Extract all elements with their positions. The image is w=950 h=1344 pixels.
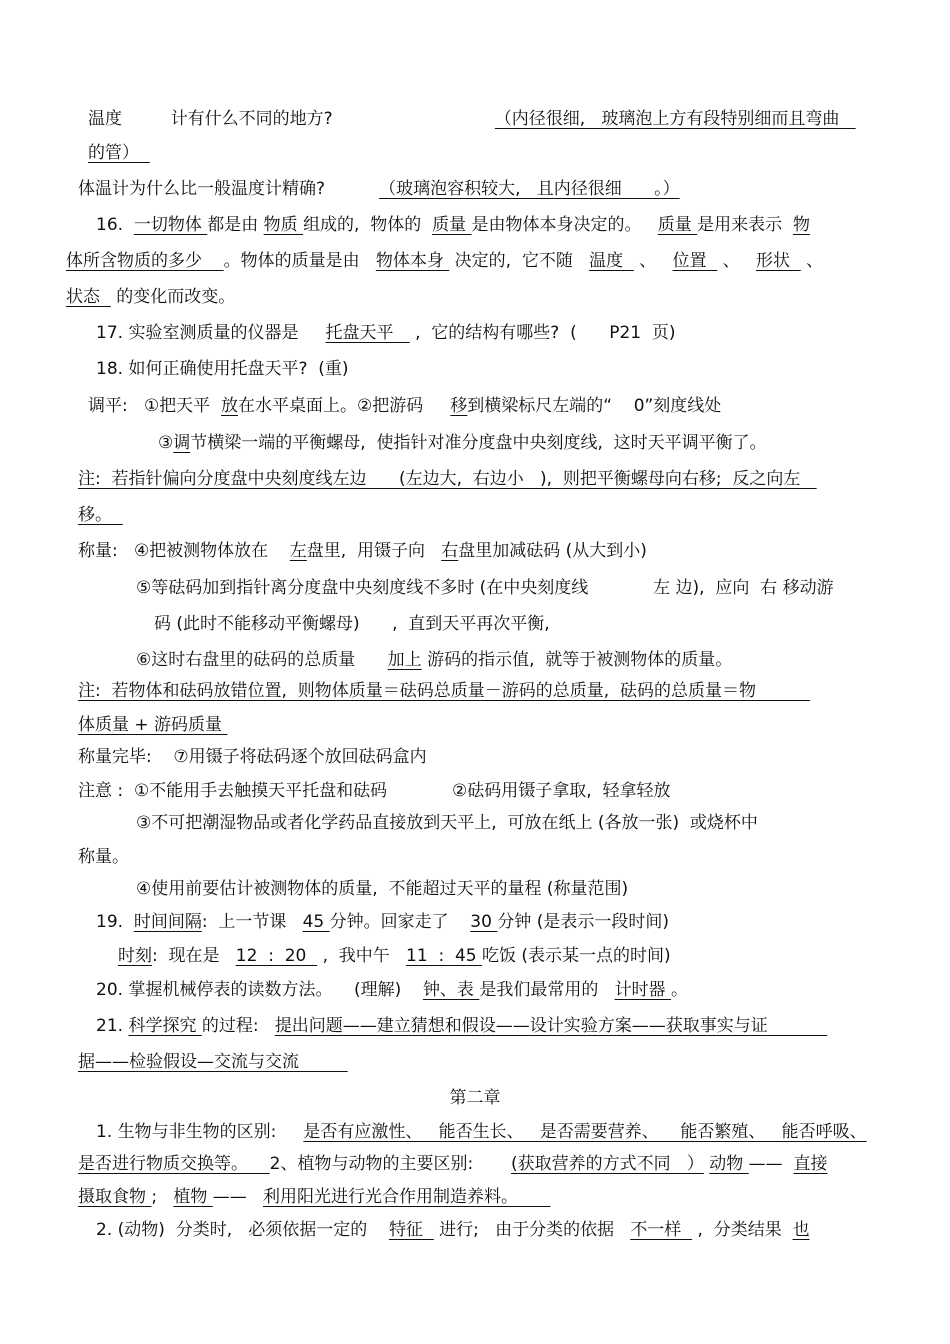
- underlined-text: 放: [221, 396, 238, 416]
- underlined-text: [139, 143, 150, 163]
- text-line: [96, 214, 810, 236]
- text-segment: 是由物体本身决定的。: [471, 215, 658, 235]
- text-line: [78, 1186, 550, 1208]
- text-segment: 都是由: [207, 215, 264, 235]
- underlined-text: 也: [792, 1220, 810, 1240]
- underlined-text: 摄取食物: [78, 1187, 152, 1207]
- text-segment: 调平: ①把天平: [88, 396, 221, 416]
- text-segment: 、: [633, 251, 673, 271]
- text-segment: 到横梁标尺左端的“ 0”刻度线处: [467, 396, 722, 416]
- underlined-text: 一切物体: [133, 215, 208, 235]
- underlined-text: 45: [302, 912, 330, 932]
- underlined-text: 据——检验假设—交流与交流: [78, 1052, 299, 1072]
- underlined-text: 植物: [173, 1187, 213, 1207]
- text-line: [136, 878, 628, 900]
- text-line: [66, 250, 823, 272]
- text-segment: 计有什么不同的地方?: [122, 109, 333, 129]
- text-line: [78, 178, 680, 200]
- text-segment: : 现在是: [152, 946, 236, 966]
- text-segment: 的过程:: [201, 1016, 275, 1036]
- text-line: [96, 322, 676, 344]
- text-segment: 分钟 (是表示一段时间): [497, 912, 669, 932]
- text-line: [78, 504, 123, 526]
- text-segment: : 上一节课: [201, 912, 303, 932]
- underlined-text: 质量: [432, 215, 472, 235]
- underlined-text: 加上: [387, 650, 422, 670]
- text-segment: 盘里, 用镊子向: [306, 541, 442, 561]
- text-line: [78, 468, 817, 490]
- underlined-text: 托盘天平: [325, 323, 410, 343]
- text-segment: 第二章: [449, 1088, 501, 1108]
- text-segment: 。物体的质量是由: [223, 251, 376, 271]
- text-segment: 游码的指示值, 就等于被测物体的质量。: [421, 650, 733, 670]
- text-line: [78, 746, 427, 768]
- underlined-text: 11 : 45: [406, 946, 483, 966]
- text-segment: 是我们最常用的: [479, 980, 615, 1000]
- underlined-text: （内径很细, 玻璃泡上方有段特别细而且弯曲: [494, 109, 840, 129]
- underlined-text: 30: [470, 912, 498, 932]
- underlined-text: [800, 469, 816, 489]
- text-segment: 在水平桌面上。②把游码: [238, 396, 451, 416]
- text-segment: 盘里加减砝码 (从大到小): [458, 541, 647, 561]
- underlined-text: 质量: [657, 215, 698, 235]
- text-line: [96, 1219, 810, 1241]
- text-line: [78, 714, 227, 736]
- underlined-text: 物质: [263, 215, 304, 235]
- text-line: [66, 286, 235, 308]
- text-line: [96, 1121, 867, 1143]
- underlined-text: 注: 若物体和砝码放错位置, 则物体质量＝砝码总质量－游码的总质量, 砝码的总质量＝物: [78, 681, 756, 701]
- underlined-text: 的管）: [88, 143, 139, 163]
- text-segment: 16.: [96, 215, 134, 235]
- text-line: [118, 945, 671, 967]
- underlined-text: 不一样: [630, 1220, 693, 1240]
- underlined-text: 时间间隔: [133, 912, 202, 932]
- text-segment: 组成的, 物体的: [303, 215, 433, 235]
- text-line: [78, 680, 810, 702]
- text-segment: ③: [158, 433, 174, 453]
- text-segment: 称量。: [78, 847, 129, 867]
- underlined-text: 状态: [66, 287, 111, 307]
- text-line: [158, 432, 767, 454]
- underlined-text: 移: [450, 396, 468, 416]
- text-segment: ——: [212, 1187, 263, 1207]
- underlined-text: 物体本身: [375, 251, 450, 271]
- underlined-text: [222, 715, 227, 735]
- text-segment: ③不可把潮湿物品或者化学药品直接放到天平上, 可放在纸上 (各放一张) 或烧杯中: [136, 813, 758, 833]
- text-segment: [333, 109, 495, 129]
- underlined-text: 提出问题——建立猜想和假设——设计实验方案——获取事实与证: [274, 1016, 768, 1036]
- underlined-text: （玻璃泡容积较大, 且内径很细 。）: [379, 179, 680, 199]
- text-segment: 温度: [88, 109, 122, 129]
- text-segment: [325, 179, 379, 199]
- text-segment: 21.: [96, 1016, 129, 1036]
- text-segment: 注意 : ①不能用手去触摸天平托盘和砝码 ②砝码用镊子拿取, 轻拿轻放: [78, 781, 671, 801]
- underlined-text: 特征: [388, 1220, 434, 1240]
- text-segment: ④使用前要估计被测物体的质量, 不能超过天平的量程 (称量范围): [136, 879, 629, 899]
- text-line: [78, 846, 129, 868]
- underlined-text: 调: [173, 433, 191, 453]
- text-line: [96, 979, 688, 1001]
- text-segment: , 分类结果: [692, 1220, 793, 1240]
- underlined-text: 物: [792, 215, 810, 235]
- text-segment: ⑥这时右盘里的砝码的总质量: [136, 650, 388, 670]
- text-segment: 是用来表示: [697, 215, 793, 235]
- underlined-text: 体质量 + 游码质量: [78, 715, 223, 735]
- text-line: [154, 613, 550, 635]
- text-segment: 分钟。回家走了: [329, 912, 471, 932]
- text-segment: 2、植物与动物的主要区别:: [269, 1154, 511, 1174]
- text-line: [96, 1015, 827, 1037]
- underlined-text: [299, 1052, 348, 1072]
- underlined-text: 是否有应激性、 能否生长、 是否需要营养、 能否繁殖、 能否呼吸、: [303, 1122, 867, 1142]
- text-line: [88, 142, 150, 164]
- underlined-text: [202, 251, 224, 271]
- text-segment: 20. 掌握机械停表的读数方法。 (理解): [96, 980, 423, 1000]
- text-segment: , 我中午: [317, 946, 406, 966]
- text-segment: 、: [717, 251, 756, 271]
- text-segment: 17. 实验室测质量的仪器是: [96, 323, 326, 343]
- underlined-text: 移。: [78, 505, 112, 525]
- text-line: [136, 577, 834, 599]
- text-segment: 18. 如何正确使用托盘天平? (重): [96, 359, 349, 379]
- underlined-text: [112, 505, 123, 525]
- underlined-text: 体所含物质的多少: [66, 251, 202, 271]
- chapter-heading: [0, 1087, 950, 1109]
- text-segment: ——: [748, 1154, 794, 1174]
- text-segment: 称量完毕: ⑦用镊子将砝码逐个放回砝码盒内: [78, 747, 427, 767]
- text-segment: 码 (此时不能移动平衡螺母) , 直到天平再次平衡,: [154, 614, 550, 634]
- text-line: [136, 649, 732, 671]
- text-line: [88, 395, 721, 417]
- underlined-text: 钟、表: [422, 980, 480, 1000]
- underlined-text: 是否进行物质交换等。: [78, 1154, 270, 1174]
- underlined-text: 计时器: [614, 980, 671, 1000]
- text-line: [96, 358, 349, 380]
- text-line: [78, 780, 670, 802]
- underlined-text: 注: 若指针偏向分度盘中央刻度线左边 (左边大, 右边小 ), 则把平衡螺母向右移; 反之向左: [78, 469, 801, 489]
- text-segment: 决定的, 它不随: [449, 251, 590, 271]
- underlined-text: 右: [441, 541, 459, 561]
- text-line: [78, 1051, 348, 1073]
- underlined-text: 温度: [589, 251, 634, 271]
- underlined-text: [768, 1016, 827, 1036]
- underlined-text: 动物: [709, 1154, 749, 1174]
- text-segment: 称量: ④把被测物体放在: [78, 541, 290, 561]
- underlined-text: [518, 1187, 550, 1207]
- underlined-text: 时刻: [118, 946, 152, 966]
- underlined-text: 利用阳光进行光合作用制造养料。: [262, 1187, 518, 1207]
- text-segment: 进行; 由于分类的依据: [433, 1220, 631, 1240]
- text-segment: ;: [151, 1187, 174, 1207]
- underlined-text: 12 : 20: [235, 946, 318, 966]
- underlined-text: [839, 109, 855, 129]
- text-line: [78, 1153, 827, 1175]
- underlined-text: 位置: [672, 251, 718, 271]
- text-segment: ⑤等砝码加到指针离分度盘中央刻度线不多时 (在中央刻度线 左 边), 应向 右 移动游: [136, 578, 834, 598]
- underlined-text: 科学探究: [128, 1016, 202, 1036]
- text-segment: 吃饭 (表示某一点的时间): [482, 946, 671, 966]
- text-segment: 体温计为什么比一般温度计精确?: [78, 179, 326, 199]
- text-segment: 的变化而改变。: [110, 287, 236, 307]
- underlined-text: 左: [289, 541, 307, 561]
- text-segment: 节横梁一端的平衡螺母, 使指针对准分度盘中央刻度线, 这时天平调平衡了。: [190, 433, 767, 453]
- underlined-text: [756, 681, 810, 701]
- underlined-text: (获取营养的方式不同 ）: [511, 1154, 704, 1174]
- text-segment: 1. 生物与非生物的区别:: [96, 1122, 304, 1142]
- text-line: [88, 108, 856, 130]
- text-line: [96, 911, 669, 933]
- text-line: [78, 540, 647, 562]
- text-segment: 。: [670, 980, 688, 1000]
- underlined-text: 形状: [755, 251, 801, 271]
- underlined-text: 直接: [793, 1154, 828, 1174]
- text-segment: , 它的结构有哪些? ( P21 页): [409, 323, 676, 343]
- text-segment: 19.: [96, 912, 134, 932]
- text-line: [136, 812, 758, 834]
- text-segment: 、: [800, 251, 824, 271]
- text-segment: 2. (动物) 分类时, 必须依据一定的: [96, 1220, 389, 1240]
